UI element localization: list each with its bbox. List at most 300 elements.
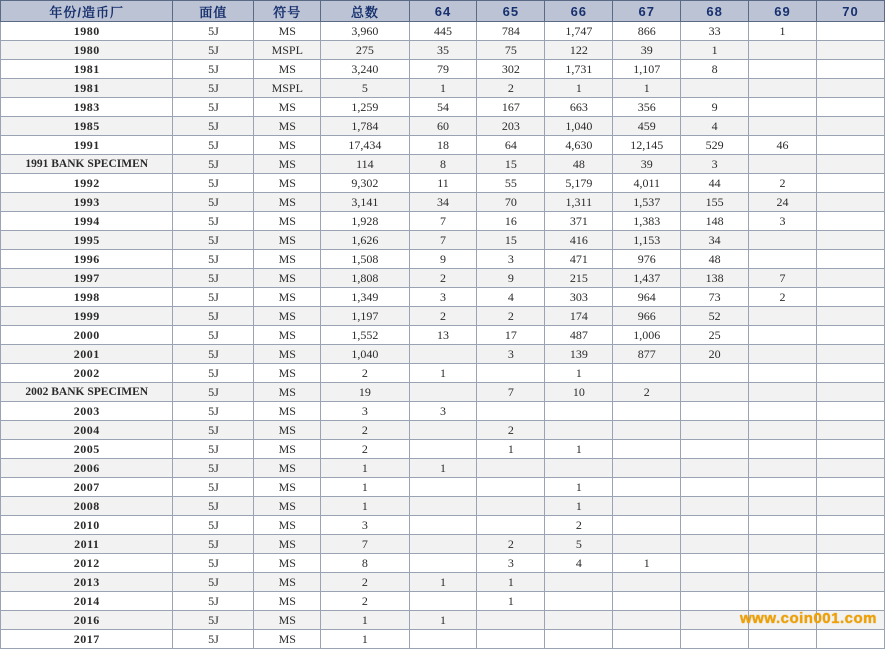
cell-total: 1,784 <box>321 117 409 136</box>
table-body <box>1 22 885 649</box>
cell-symbol: MSPL <box>254 79 321 98</box>
table-row <box>1 250 885 269</box>
cell-denomination: 5J <box>173 288 254 307</box>
cell-grade-66 <box>545 573 613 592</box>
table-row <box>1 155 885 174</box>
cell-total: 1,928 <box>321 212 409 231</box>
cell-grade-65: 15 <box>477 155 545 174</box>
cell-grade-70 <box>816 592 884 611</box>
cell-grade-69 <box>749 421 817 440</box>
cell-grade-69 <box>749 79 817 98</box>
cell-total: 1,349 <box>321 288 409 307</box>
cell-grade-64: 2 <box>409 269 477 288</box>
cell-year: 1998 <box>1 288 173 307</box>
cell-year: 2007 <box>1 478 173 497</box>
cell-grade-65 <box>477 402 545 421</box>
cell-grade-66 <box>545 592 613 611</box>
cell-symbol: MS <box>254 592 321 611</box>
cell-grade-69 <box>749 592 817 611</box>
cell-grade-64: 8 <box>409 155 477 174</box>
cell-grade-64: 34 <box>409 193 477 212</box>
cell-grade-67: 1,006 <box>613 326 681 345</box>
cell-denomination: 5J <box>173 250 254 269</box>
cell-symbol: MS <box>254 630 321 649</box>
cell-year: 1983 <box>1 98 173 117</box>
cell-symbol: MS <box>254 288 321 307</box>
cell-grade-67 <box>613 592 681 611</box>
cell-denomination: 5J <box>173 60 254 79</box>
cell-symbol: MSPL <box>254 41 321 60</box>
cell-grade-64: 1 <box>409 79 477 98</box>
cell-year: 2012 <box>1 554 173 573</box>
cell-grade-70 <box>816 497 884 516</box>
cell-year: 1992 <box>1 174 173 193</box>
cell-grade-70 <box>816 364 884 383</box>
cell-symbol: MS <box>254 497 321 516</box>
cell-grade-65: 2 <box>477 421 545 440</box>
cell-grade-68 <box>681 535 749 554</box>
cell-year: 2006 <box>1 459 173 478</box>
cell-grade-64: 1 <box>409 364 477 383</box>
cell-denomination: 5J <box>173 592 254 611</box>
cell-grade-69 <box>749 630 817 649</box>
cell-grade-67 <box>613 535 681 554</box>
cell-grade-64: 1 <box>409 459 477 478</box>
cell-year: 1991 <box>1 136 173 155</box>
cell-grade-67: 1,107 <box>613 60 681 79</box>
cell-total: 1,808 <box>321 269 409 288</box>
cell-grade-67: 1,153 <box>613 231 681 250</box>
cell-grade-65: 64 <box>477 136 545 155</box>
cell-grade-68: 25 <box>681 326 749 345</box>
cell-grade-68: 52 <box>681 307 749 326</box>
cell-grade-66: 4,630 <box>545 136 613 155</box>
table-row <box>1 497 885 516</box>
cell-grade-68: 48 <box>681 250 749 269</box>
cell-grade-66: 139 <box>545 345 613 364</box>
cell-year: 1981 <box>1 79 173 98</box>
cell-grade-67: 1 <box>613 554 681 573</box>
cell-symbol: MS <box>254 402 321 421</box>
cell-grade-65: 2 <box>477 307 545 326</box>
site-watermark: www.coin001.com <box>740 610 877 627</box>
cell-symbol: MS <box>254 117 321 136</box>
cell-total: 2 <box>321 364 409 383</box>
cell-year: 2017 <box>1 630 173 649</box>
cell-grade-69 <box>749 307 817 326</box>
cell-symbol: MS <box>254 212 321 231</box>
cell-grade-70 <box>816 440 884 459</box>
cell-denomination: 5J <box>173 212 254 231</box>
table-row <box>1 98 885 117</box>
cell-grade-64: 18 <box>409 136 477 155</box>
cell-grade-70 <box>816 554 884 573</box>
cell-grade-69 <box>749 326 817 345</box>
cell-grade-70 <box>816 117 884 136</box>
cell-grade-65: 3 <box>477 250 545 269</box>
cell-grade-65 <box>477 459 545 478</box>
table-row <box>1 41 885 60</box>
table-row <box>1 573 885 592</box>
cell-symbol: MS <box>254 573 321 592</box>
cell-denomination: 5J <box>173 307 254 326</box>
cell-grade-64: 2 <box>409 307 477 326</box>
cell-grade-69 <box>749 41 817 60</box>
cell-grade-66 <box>545 459 613 478</box>
cell-grade-68: 8 <box>681 60 749 79</box>
cell-grade-68: 33 <box>681 22 749 41</box>
cell-year: 1981 <box>1 60 173 79</box>
table-row <box>1 478 885 497</box>
cell-year: 1994 <box>1 212 173 231</box>
column-header-denomination: 面值 <box>173 1 254 22</box>
table-row <box>1 421 885 440</box>
table-row <box>1 630 885 649</box>
cell-grade-70 <box>816 459 884 478</box>
cell-grade-70 <box>816 250 884 269</box>
cell-denomination: 5J <box>173 136 254 155</box>
cell-grade-70 <box>816 212 884 231</box>
cell-symbol: MS <box>254 60 321 79</box>
cell-year: 2011 <box>1 535 173 554</box>
cell-grade-68 <box>681 573 749 592</box>
cell-grade-69 <box>749 478 817 497</box>
cell-grade-64: 9 <box>409 250 477 269</box>
cell-symbol: MS <box>254 478 321 497</box>
cell-grade-69 <box>749 60 817 79</box>
cell-year: 1991 BANK SPECIMEN <box>1 155 173 174</box>
cell-grade-69 <box>749 98 817 117</box>
cell-grade-65: 1 <box>477 592 545 611</box>
cell-grade-65: 55 <box>477 174 545 193</box>
cell-grade-65: 2 <box>477 79 545 98</box>
cell-denomination: 5J <box>173 98 254 117</box>
cell-grade-65: 1 <box>477 573 545 592</box>
column-header-grade-68: 68 <box>681 1 749 22</box>
cell-grade-70 <box>816 535 884 554</box>
cell-grade-65: 75 <box>477 41 545 60</box>
cell-grade-65: 3 <box>477 345 545 364</box>
cell-total: 2 <box>321 573 409 592</box>
table-row <box>1 60 885 79</box>
cell-grade-67 <box>613 573 681 592</box>
cell-grade-64 <box>409 497 477 516</box>
cell-grade-67: 4,011 <box>613 174 681 193</box>
column-header-total: 总数 <box>321 1 409 22</box>
cell-total: 1 <box>321 459 409 478</box>
cell-grade-70 <box>816 22 884 41</box>
cell-grade-67 <box>613 630 681 649</box>
table-row <box>1 307 885 326</box>
cell-total: 1,626 <box>321 231 409 250</box>
cell-denomination: 5J <box>173 478 254 497</box>
cell-denomination: 5J <box>173 193 254 212</box>
cell-grade-70 <box>816 383 884 402</box>
cell-denomination: 5J <box>173 79 254 98</box>
cell-denomination: 5J <box>173 345 254 364</box>
cell-grade-66: 1 <box>545 478 613 497</box>
cell-denomination: 5J <box>173 269 254 288</box>
cell-grade-70 <box>816 326 884 345</box>
cell-year: 1997 <box>1 269 173 288</box>
cell-grade-70 <box>816 41 884 60</box>
cell-total: 1 <box>321 478 409 497</box>
cell-grade-65: 203 <box>477 117 545 136</box>
cell-grade-65 <box>477 364 545 383</box>
cell-grade-68: 9 <box>681 98 749 117</box>
cell-grade-70 <box>816 269 884 288</box>
cell-grade-65: 784 <box>477 22 545 41</box>
cell-grade-68 <box>681 402 749 421</box>
cell-symbol: MS <box>254 440 321 459</box>
table-row <box>1 364 885 383</box>
cell-denomination: 5J <box>173 326 254 345</box>
cell-grade-67: 12,145 <box>613 136 681 155</box>
table-row <box>1 136 885 155</box>
cell-grade-66: 1 <box>545 440 613 459</box>
cell-total: 114 <box>321 155 409 174</box>
cell-grade-67 <box>613 440 681 459</box>
cell-grade-70 <box>816 421 884 440</box>
cell-grade-67 <box>613 516 681 535</box>
cell-grade-69: 2 <box>749 288 817 307</box>
cell-grade-64: 7 <box>409 231 477 250</box>
table-row <box>1 535 885 554</box>
cell-grade-65: 15 <box>477 231 545 250</box>
cell-grade-66: 487 <box>545 326 613 345</box>
cell-grade-66: 48 <box>545 155 613 174</box>
cell-grade-64 <box>409 383 477 402</box>
cell-denomination: 5J <box>173 630 254 649</box>
cell-grade-65: 9 <box>477 269 545 288</box>
cell-grade-66: 1 <box>545 497 613 516</box>
cell-total: 1 <box>321 497 409 516</box>
cell-symbol: MS <box>254 307 321 326</box>
cell-grade-65 <box>477 630 545 649</box>
table-row <box>1 174 885 193</box>
cell-total: 3 <box>321 402 409 421</box>
table-row <box>1 269 885 288</box>
cell-grade-68: 148 <box>681 212 749 231</box>
cell-total: 3,141 <box>321 193 409 212</box>
cell-year: 1996 <box>1 250 173 269</box>
cell-year: 2008 <box>1 497 173 516</box>
cell-grade-69 <box>749 117 817 136</box>
cell-symbol: MS <box>254 554 321 573</box>
cell-grade-69: 3 <box>749 212 817 231</box>
cell-total: 3,240 <box>321 60 409 79</box>
cell-grade-64: 445 <box>409 22 477 41</box>
cell-grade-67: 1,437 <box>613 269 681 288</box>
cell-denomination: 5J <box>173 174 254 193</box>
column-header-grade-69: 69 <box>749 1 817 22</box>
cell-grade-70 <box>816 307 884 326</box>
cell-total: 3,960 <box>321 22 409 41</box>
cell-grade-65 <box>477 516 545 535</box>
cell-grade-66: 4 <box>545 554 613 573</box>
cell-grade-68: 4 <box>681 117 749 136</box>
cell-grade-67: 877 <box>613 345 681 364</box>
cell-grade-68 <box>681 630 749 649</box>
cell-grade-67: 966 <box>613 307 681 326</box>
cell-grade-66: 174 <box>545 307 613 326</box>
cell-grade-68: 1 <box>681 41 749 60</box>
cell-grade-66 <box>545 611 613 630</box>
cell-grade-69 <box>749 250 817 269</box>
cell-grade-67: 459 <box>613 117 681 136</box>
cell-grade-64 <box>409 592 477 611</box>
cell-grade-64: 7 <box>409 212 477 231</box>
table-row <box>1 288 885 307</box>
cell-total: 2 <box>321 421 409 440</box>
cell-symbol: MS <box>254 383 321 402</box>
cell-grade-64: 3 <box>409 402 477 421</box>
table-row <box>1 231 885 250</box>
cell-denomination: 5J <box>173 402 254 421</box>
cell-total: 275 <box>321 41 409 60</box>
cell-grade-64: 79 <box>409 60 477 79</box>
cell-grade-68 <box>681 516 749 535</box>
cell-grade-70 <box>816 98 884 117</box>
cell-grade-70 <box>816 193 884 212</box>
cell-total: 1,040 <box>321 345 409 364</box>
cell-grade-65: 16 <box>477 212 545 231</box>
cell-grade-65: 7 <box>477 383 545 402</box>
cell-grade-70 <box>816 611 884 630</box>
cell-grade-66: 2 <box>545 516 613 535</box>
cell-grade-69 <box>749 155 817 174</box>
cell-total: 7 <box>321 535 409 554</box>
cell-grade-68 <box>681 79 749 98</box>
cell-symbol: MS <box>254 516 321 535</box>
cell-grade-68: 44 <box>681 174 749 193</box>
cell-grade-66 <box>545 421 613 440</box>
cell-grade-67: 976 <box>613 250 681 269</box>
cell-grade-65: 302 <box>477 60 545 79</box>
cell-grade-66: 1,747 <box>545 22 613 41</box>
cell-year: 2013 <box>1 573 173 592</box>
cell-grade-70 <box>816 288 884 307</box>
cell-denomination: 5J <box>173 41 254 60</box>
cell-grade-70 <box>816 136 884 155</box>
cell-grade-68 <box>681 611 749 630</box>
cell-grade-67: 39 <box>613 155 681 174</box>
cell-grade-66: 471 <box>545 250 613 269</box>
cell-grade-64: 3 <box>409 288 477 307</box>
cell-grade-68 <box>681 592 749 611</box>
cell-grade-66: 1 <box>545 79 613 98</box>
cell-grade-69 <box>749 402 817 421</box>
cell-grade-65: 70 <box>477 193 545 212</box>
cell-grade-65: 17 <box>477 326 545 345</box>
cell-grade-69: 46 <box>749 136 817 155</box>
cell-grade-64 <box>409 421 477 440</box>
cell-grade-66: 1,731 <box>545 60 613 79</box>
table-row <box>1 611 885 630</box>
cell-total: 19 <box>321 383 409 402</box>
cell-grade-69 <box>749 516 817 535</box>
cell-grade-66: 1,311 <box>545 193 613 212</box>
cell-grade-68: 529 <box>681 136 749 155</box>
cell-grade-67 <box>613 611 681 630</box>
cell-grade-64 <box>409 535 477 554</box>
cell-grade-70 <box>816 345 884 364</box>
cell-grade-66: 416 <box>545 231 613 250</box>
cell-grade-64: 1 <box>409 611 477 630</box>
cell-symbol: MS <box>254 459 321 478</box>
cell-grade-68 <box>681 478 749 497</box>
table-row <box>1 345 885 364</box>
table-row <box>1 22 885 41</box>
cell-denomination: 5J <box>173 516 254 535</box>
cell-grade-66: 215 <box>545 269 613 288</box>
table-row <box>1 554 885 573</box>
cell-grade-69 <box>749 459 817 478</box>
cell-symbol: MS <box>254 269 321 288</box>
cell-grade-66: 1 <box>545 364 613 383</box>
cell-grade-67: 2 <box>613 383 681 402</box>
cell-grade-66 <box>545 630 613 649</box>
column-header-grade-66: 66 <box>545 1 613 22</box>
cell-grade-64: 35 <box>409 41 477 60</box>
cell-total: 1,197 <box>321 307 409 326</box>
cell-grade-64 <box>409 440 477 459</box>
cell-grade-69 <box>749 383 817 402</box>
cell-grade-68: 3 <box>681 155 749 174</box>
cell-grade-69 <box>749 535 817 554</box>
table-row <box>1 592 885 611</box>
cell-grade-67 <box>613 421 681 440</box>
cell-grade-69 <box>749 364 817 383</box>
cell-grade-70 <box>816 478 884 497</box>
cell-grade-70 <box>816 60 884 79</box>
table-row <box>1 212 885 231</box>
column-header-grade-70: 70 <box>816 1 884 22</box>
cell-grade-68: 20 <box>681 345 749 364</box>
cell-grade-64 <box>409 516 477 535</box>
cell-grade-65: 167 <box>477 98 545 117</box>
cell-symbol: MS <box>254 611 321 630</box>
cell-total: 1,552 <box>321 326 409 345</box>
cell-symbol: MS <box>254 231 321 250</box>
cell-total: 2 <box>321 440 409 459</box>
cell-denomination: 5J <box>173 554 254 573</box>
cell-grade-67 <box>613 497 681 516</box>
cell-denomination: 5J <box>173 497 254 516</box>
cell-year: 2001 <box>1 345 173 364</box>
cell-total: 3 <box>321 516 409 535</box>
cell-grade-69 <box>749 345 817 364</box>
cell-total: 5 <box>321 79 409 98</box>
cell-grade-68 <box>681 554 749 573</box>
cell-symbol: MS <box>254 174 321 193</box>
cell-grade-68: 138 <box>681 269 749 288</box>
cell-denomination: 5J <box>173 440 254 459</box>
table-header-row <box>1 1 885 22</box>
cell-denomination: 5J <box>173 117 254 136</box>
table-row <box>1 383 885 402</box>
cell-year: 1993 <box>1 193 173 212</box>
cell-total: 8 <box>321 554 409 573</box>
column-header-grade-65: 65 <box>477 1 545 22</box>
cell-total: 9,302 <box>321 174 409 193</box>
cell-grade-68: 155 <box>681 193 749 212</box>
cell-grade-66: 371 <box>545 212 613 231</box>
column-header-year: 年份/造币厂 <box>1 1 173 22</box>
cell-symbol: MS <box>254 535 321 554</box>
cell-grade-67: 356 <box>613 98 681 117</box>
column-header-grade-67: 67 <box>613 1 681 22</box>
